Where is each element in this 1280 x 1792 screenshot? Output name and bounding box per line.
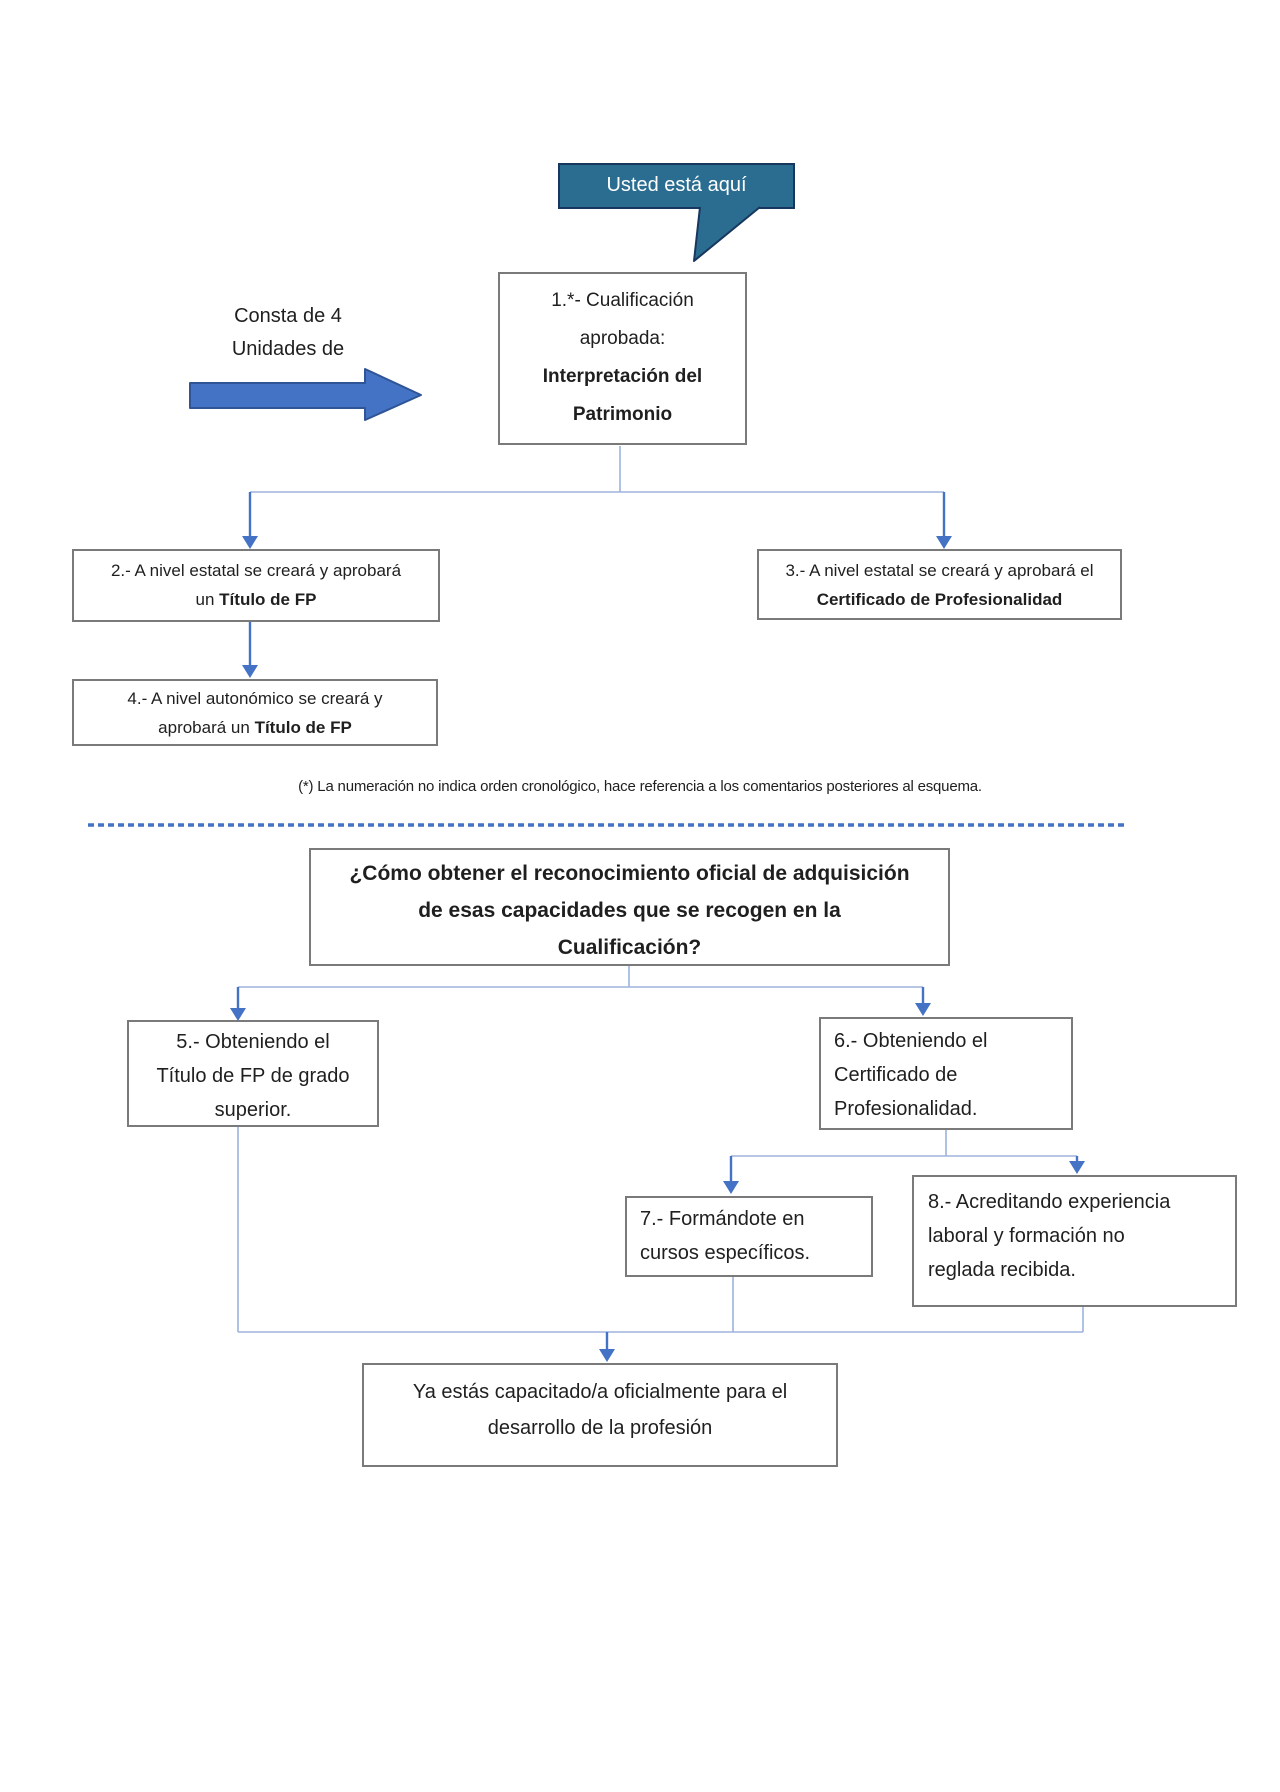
box-3-certificado-profesionalidad: 3.- A nivel estatal se creará y aprobará el Certificado de Profesionalidad [757,549,1122,620]
arrowhead-to-box6 [915,1003,931,1016]
arrowhead-to-box2 [242,536,258,549]
callout-tail [694,206,760,261]
footnote: (*) La numeración no indica orden cronológico, hace referencia a los comentarios posteriores al esquema. [298,778,982,795]
box-4-titulo-fp-autonomico: 4.- A nivel autonómico se creará y aprobará un Título de FP [72,679,438,746]
you-are-here-label: Usted está aquí [606,174,747,196]
arrowhead-to-box7 [723,1181,739,1194]
arrowhead-to-box8 [1069,1161,1085,1174]
big-arrow-icon [190,369,421,420]
box-5-titulo-fp-grado-superior: 5.- Obteniendo el Título de FP de grado superior. [127,1020,379,1127]
box-final-capacitado: Ya estás capacitado/a oficialmente para el desarrollo de la profesión [362,1363,838,1467]
box-6-obteniendo-certificado: 6.- Obteniendo el Certificado de Profesionalidad. [819,1017,1073,1130]
box-7-cursos-especificos: 7.- Formándote en cursos específicos. [625,1196,873,1277]
callout-tail-edge [694,207,760,261]
arrowhead-to-box4 [242,665,258,678]
question-box: ¿Cómo obtener el reconocimiento oficial de adquisición de esas capacidades que se recogen en la Cualificación? [309,848,950,966]
you-are-here-callout [558,163,795,209]
arrowhead-to-box3 [936,536,952,549]
box-1-cualificacion-aprobada: 1.*- Cualificación aprobada: Interpretación del Patrimonio [498,272,747,445]
box-8-experiencia-laboral: 8.- Acreditando experiencia laboral y formación no reglada recibida. [912,1175,1237,1307]
arrowhead-to-final-box [599,1349,615,1362]
box-2-titulo-fp-estatal: 2.- A nivel estatal se creará y aprobará un Título de FP [72,549,440,622]
side-note: Consta de 4 Unidades de [231,305,345,360]
